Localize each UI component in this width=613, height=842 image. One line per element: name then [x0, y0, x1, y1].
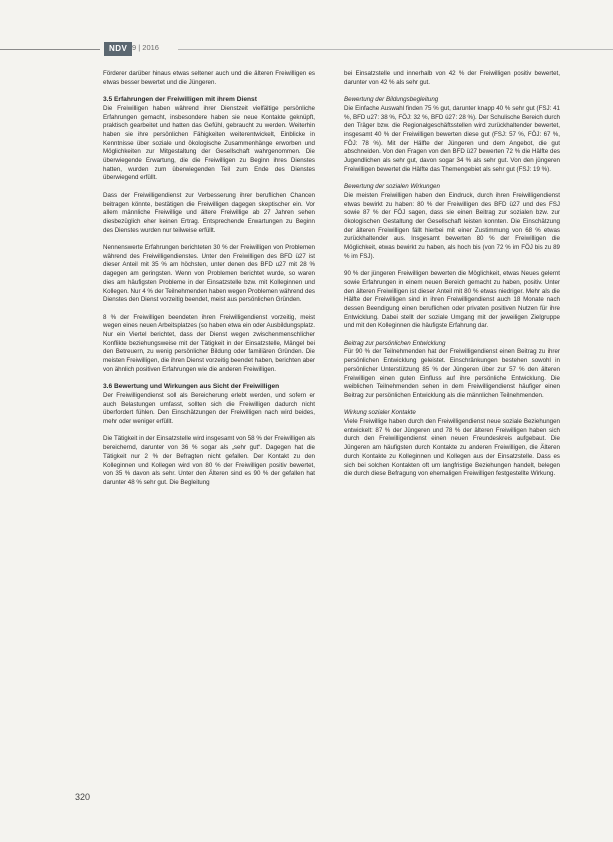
section-heading: 3.6 Bewertung und Wirkungen aus Sicht der Freiwilligen [103, 383, 280, 391]
paragraph-gap [344, 174, 560, 183]
paragraph-gap [344, 401, 560, 410]
paragraph-gap [103, 305, 315, 314]
body-paragraph: Nennenswerte Erfahrungen berichteten 30 % der Freiwilligen von Problemen während des Freiwilligendienstes. Unter den Freiwilligen des BFD ü27 ist dieser Anteil mit 35 % am höchsten, unter denen des BFD u27 mit 28 % dagegen am geringsten. Wenn von Problemen berichtet wurde, so waren dies am häufigsten Probleme in der Einsatzstelle bzw. mit Kolleginnen und Kollegen. Nur 4 % der Teilnehmenden haben wegen Problemen während des Dienstes den Dienst vorzeitig beendet, meist aus persönlichen Gründen. [103, 244, 315, 304]
body-paragraph: Förderer darüber hinaus etwas seltener auch und die älteren Freiwilligen es etwas besser bewertet und die Jüngeren. [103, 70, 315, 86]
body-paragraph: Die Einfache Auswahl finden 75 % gut, darunter knapp 40 % sehr gut (FSJ: 41 %, BFD u27: 38 %, FÖJ: 32 %, BFD ü27: 28 %). Der Schulische Bereich durch den Träger bzw. die Regionalgeschäftsstellen wird zurückhaltender bewertet, insgesamt 40 % der Freiwilligen bewerten diese gut (FSJ: 57 %, FÖJ: 67 %, FÖJ: 78 %). Mit der Hälfte der Jüngeren und dem Angebot, die gut abschneiden. Von den Fragen von den BFD ü27 bewerten 72 % die Hälfte des Jugendlichen als sehr gut, davon sogar 34 % als sehr gut. Von den jüngeren Freiwilligen bewertet die Hälfte das Themengebiet als sehr gut (FSJ: 19 %). [344, 104, 560, 173]
subsection-heading: Bewertung der Bildungsbegleitung [344, 96, 439, 104]
issue-label: 9 | 2016 [132, 43, 159, 52]
paragraph-gap [103, 235, 315, 244]
paragraph-gap [344, 261, 560, 270]
subsection-heading: Beitrag zur persönlichen Entwicklung [344, 339, 446, 347]
body-paragraph: bei Einsatzstelle und innerhalb von 42 % der Freiwilligen positiv bewertet, darunter von 42 % als sehr gut. [344, 70, 560, 86]
body-paragraph: Dass der Freiwilligendienst zur Verbesserung ihrer beruflichen Chancen beitragen könnte, bestätigen die Freiwilligen dagegen skeptischer ein. Vor allem männliche Freiwillige und ältere Freiwillige ab 27 Jahren sehen diesbezüglich eher keinen Ertrag. Entsprechende Erwartungen zu Beginn des Dienstes wurden nur teilweise erfüllt. [103, 191, 315, 234]
paragraph-gap [103, 183, 315, 192]
journal-badge: NDV [104, 42, 132, 56]
paragraph-gap [103, 427, 315, 436]
paragraph-gap [103, 87, 315, 96]
section-heading: 3.5 Erfahrungen der Freiwilligen mit ihrem Dienst [103, 96, 257, 104]
header-rule-right [178, 49, 613, 50]
body-paragraph: Für 90 % der Teilnehmenden hat der Freiwilligendienst einen Beitrag zu ihrer persönlichen Entwicklung geleistet. Einschränkungen bestehen sowohl in persönlicher Unterstützung 85 % der Jüngeren über zur 57 % den älteren Freiwilligen einen guten Einfluss auf ihre persönliche Entwicklung. Die weiblichen Teilnehmenden sehen in dem Freiwilligendienst häufiger einen Beitrag zur persönlichen Entwicklung als die männlichen Teilnehmenden. [344, 348, 560, 399]
paragraph-gap [103, 375, 315, 384]
body-paragraph: Der Freiwilligendienst soll als Bereicherung erlebt werden, und sofern er auch Belastungen umfasst, sollten sich die Freiwilligen dadurch nicht überfordert fühlen. Den Einschätzungen der Freiwilligen nach wird beides, mehr oder weniger erfüllt. [103, 391, 315, 426]
subsection-heading: Wirkung sozialer Kontakte [344, 409, 416, 417]
body-paragraph: Die Tätigkeit in der Einsatzstelle wird insgesamt von 58 % der Freiwilligen als bereichernd, darunter von 36 % sogar als „sehr gut“. Dagegen hat die Tätigkeit nur 2 % der Befragten nicht gefallen. Der Kontakt zu den Kolleginnen und Kollegen wird von 80 % der Freiwilligen positiv bewertet, von 35 % davon als sehr. Unter den Älteren sind es 90 % der gefallen hat darunter 48 % sehr gut. Die Begleitung [103, 435, 315, 486]
body-paragraph: 90 % der jüngeren Freiwilligen bewerten die Möglichkeit, etwas Neues gelernt sowie Erfahrungen in einem neuen Bereich gemacht zu haben, positiv. Unter den älteren Freiwilligen ist dieser Anteil mit 80 % etwas niedriger. Mehr als die Hälfte der Freiwilligen sind in ihren Freiwilligendienst auch 18 Monate nach dessen Beendigung einen beruflichen oder privaten positiven Nutzen für ihre Entwicklung. Dabei stellt der soziale Umgang mit der jeweiligen Zielgruppe und mit den Kolleginnen die häufigste Erfahrung dar. [344, 270, 560, 330]
paragraph-gap [344, 331, 560, 340]
body-paragraph: Die Freiwilligen haben während ihrer Dienstzeit vielfältige persönliche Erfahrungen gemacht, insbesondere haben sie neue Kontakte geknüpft, praktisch gearbeitet und hatten das Gefühl, gebraucht zu werden. Weiterhin haben sie ihre persönlichen Fähigkeiten weiterentwickelt, Einblicke in Kenntnisse über soziale und ökologische Zusammenhänge erworben und Möglichkeiten zur Mitgestaltung der Gesellschaft wahrgenommen. Die überwiegende Erwartung, die die Freiwilligen zu Beginn ihres Dienstes hatten, wurden zum überwiegenden Teil zum Ende des Dienstes überwiegend erfüllt. [103, 104, 315, 182]
paragraph-gap [344, 87, 560, 96]
page-number: 320 [75, 792, 91, 802]
left-column [103, 70, 315, 488]
header-rule-left [0, 49, 100, 50]
right-column [344, 70, 560, 479]
body-paragraph: 8 % der Freiwilligen beendeten ihren Freiwilligendienst vorzeitig, meist wegen eines neuen Arbeitsplatzes (so haben etwa ein oder Ausbildungsplatz. Nur ein Viertel berichtet, dass der Dienst wegen zwischenmenschlicher Konflikte beziehungsweise mit der Tätigkeit in der Einsatzstelle, Mängel bei den Betreuern, zu wenig persönlicher Bildung oder familiären Gründen. Die meisten Freiwilligen, die ihren Dienst vorzeitig beendet haben, berichten aber von ähnlich positiven Erfahrungen wie die anderen Freiwilligen. [103, 313, 315, 373]
body-paragraph: Die meisten Freiwilligen haben den Eindruck, durch ihren Freiwilligendienst etwas bewirkt zu haben: 80 % der Freiwilligen des BFD ü27 und des FSJ sowie 87 % der FÖJ sagen, dass sie einen Beitrag zur sozialen bzw. zur ökologischen Gestaltung der Gesellschaft leisten konnten. Die Einschätzung der älteren Freiwilligen fällt hierbei mit einer Zustimmung von 68 % etwas zurückhaltender aus. Insgesamt bewerten 80 % der Freiwilligen die Möglichkeit, etwas bewirkt zu haben, als hoch bis (von 72 % im FÖJ bis zu 89 % im FSJ). [344, 191, 560, 260]
subsection-heading: Bewertung der sozialen Wirkungen [344, 183, 440, 191]
body-paragraph: Viele Freiwillige haben durch den Freiwilligendienst neue soziale Beziehungen entwickelt: 87 % der Jüngeren und 78 % der älteren Freiwilligen haben sich durch den Freiwilligendienst einen neuen Freundeskreis aufgebaut. Die Jüngeren am häufigsten durch Kontakte zu anderen Freiwilligen, die Älteren durch Kontakte zu Kolleginnen und Kollegen aus der Einsatzstelle. Dass es sich bei solchen Kontakten oft um langfristige Beziehungen handelt, belegen die durch diese Befragung von ehemaligen Freiwilligen festgestellte Wirkung. [344, 418, 560, 478]
